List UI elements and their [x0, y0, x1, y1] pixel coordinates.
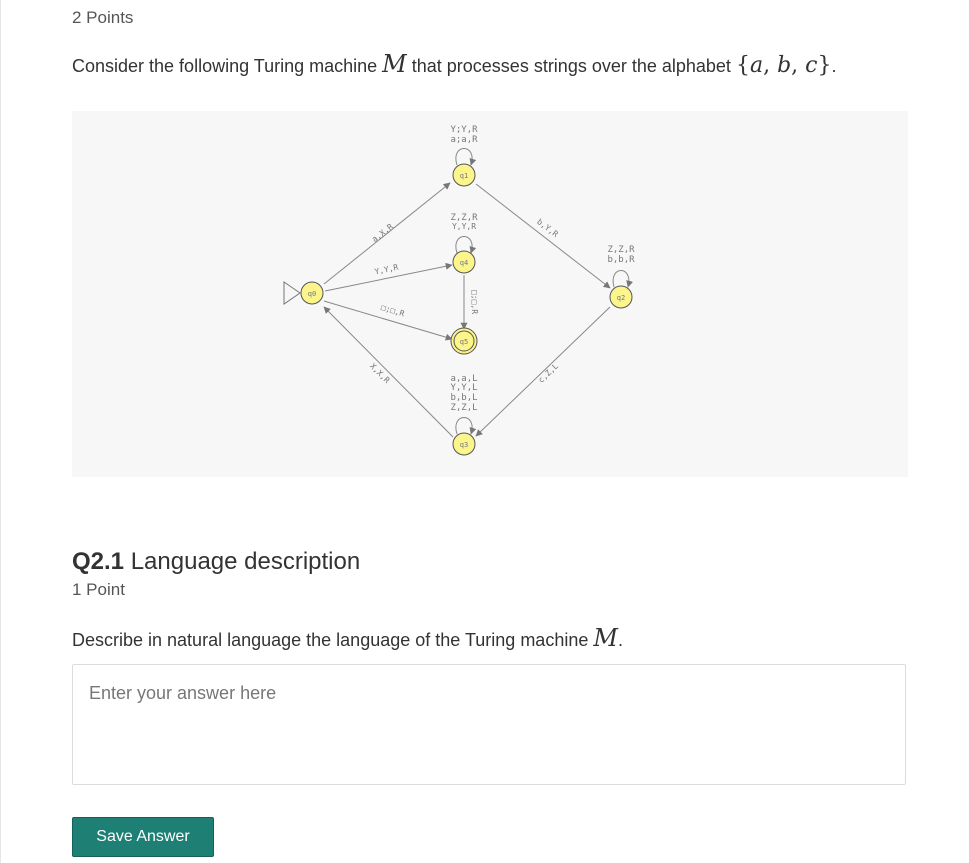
diagram-svg — [72, 111, 908, 477]
edge-q3-q0 — [324, 307, 453, 437]
subquestion-number: Q2.1 — [72, 548, 125, 575]
alphabet-c: c — [805, 53, 818, 78]
label-q0: q0 — [307, 290, 317, 298]
brace-close: } — [817, 53, 832, 78]
label-q5: q5 — [459, 338, 469, 346]
alphabet-a: a — [749, 53, 764, 78]
loop-q3 — [456, 418, 472, 435]
machine-symbol: M — [382, 50, 407, 78]
comma: , — [763, 53, 778, 78]
prompt-period: . — [831, 56, 837, 76]
comma: , — [791, 53, 806, 78]
label-q0-q1: a,X,R — [370, 222, 395, 244]
loop-label-q2-2: b,b,R — [607, 255, 635, 265]
label-q3: q3 — [459, 441, 469, 449]
loop-label-q4-1: Z,Z,R — [450, 213, 478, 223]
label-q0-q4: Y,Y,R — [373, 262, 400, 277]
edge-q1-q2 — [476, 184, 610, 288]
start-state-indicator — [284, 282, 300, 304]
turing-machine-diagram — [72, 111, 908, 477]
subquestion-title: Language description — [124, 548, 361, 575]
subquestion-prompt-text: Describe in natural language the language of the Turing machine — [72, 630, 594, 650]
loop-q2 — [613, 271, 629, 288]
label-q1: q1 — [459, 172, 469, 180]
loop-label-q1-1: Y;Y,R — [450, 125, 478, 135]
question-prompt — [72, 50, 837, 78]
loop-label-q4-2: Y,Y,R — [451, 222, 477, 231]
question-points: 2 Points — [72, 8, 134, 27]
answer-input[interactable] — [72, 664, 906, 785]
subquestion-prompt-period: . — [617, 630, 623, 650]
alphabet-b: b — [777, 53, 792, 78]
save-answer-button[interactable]: Save Answer — [72, 817, 214, 857]
alphabet-set — [736, 53, 832, 78]
brace-open: { — [735, 53, 750, 78]
subquestion-prompt — [72, 624, 623, 652]
loop-label-q3-1: a,a,L — [450, 374, 478, 384]
label-q2: q2 — [616, 294, 626, 302]
loop-label-q2-1: Z,Z,R — [607, 245, 635, 255]
label-q1-q2: b,Y,R — [535, 217, 560, 239]
subquestion-machine-symbol: M — [593, 624, 618, 652]
loop-q1 — [456, 149, 472, 166]
prompt-text-mid: that processes strings over the alphabet — [406, 56, 736, 76]
label-q4: q4 — [459, 259, 469, 267]
prompt-text: Consider the following Turing machine — [72, 56, 383, 76]
label-q0-q5: □;□,R — [379, 302, 406, 319]
subquestion-heading — [72, 548, 360, 576]
page-left-border — [0, 0, 1, 863]
subquestion-points: 1 Point — [72, 580, 125, 599]
loop-label-q3-2: Y,Y,L — [450, 383, 478, 393]
loop-label-q3-3: b,b,L — [450, 393, 478, 403]
label-q2-q3: c,Z,L — [536, 361, 561, 385]
loop-label-q1-2: a;a,R — [450, 135, 478, 145]
label-q3-q0: X,X,R — [368, 361, 392, 385]
loop-label-q3-4: Z,Z,L — [450, 403, 478, 413]
label-q4-q5: □;□,R — [470, 289, 479, 315]
